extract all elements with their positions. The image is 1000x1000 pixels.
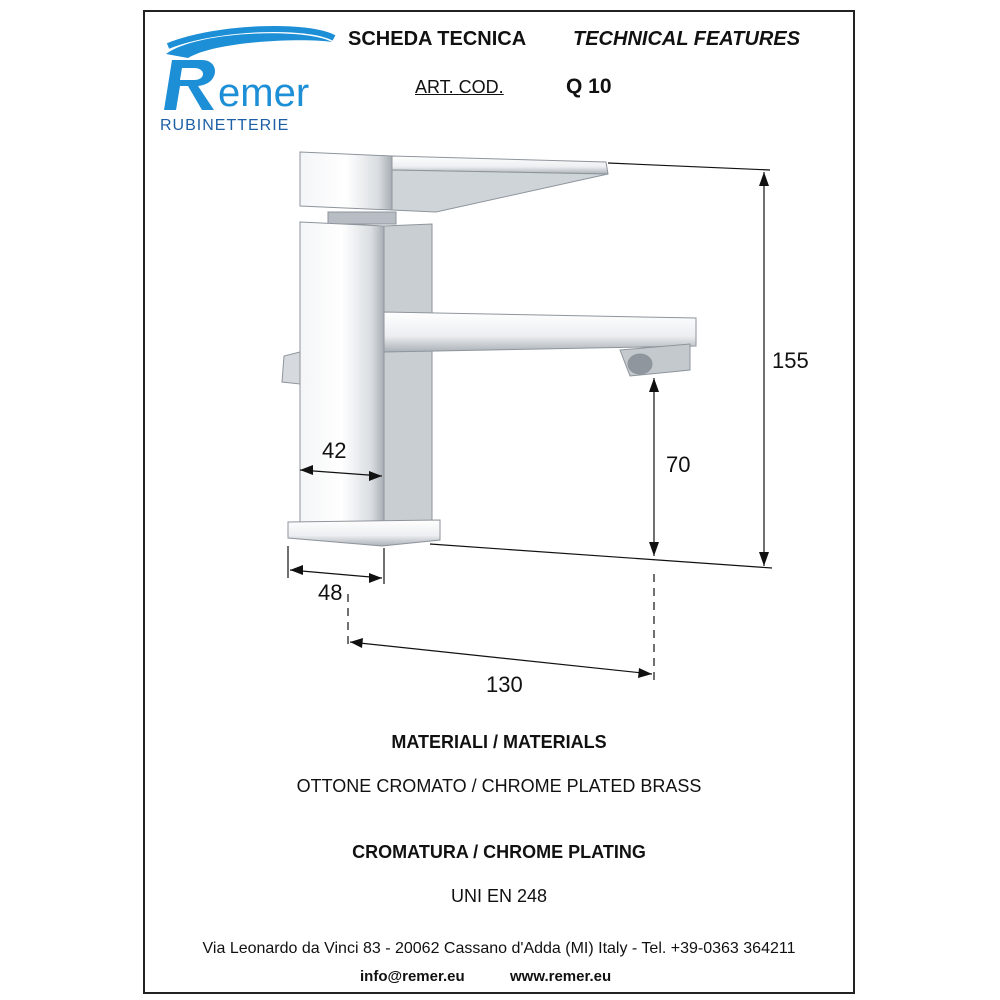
brand-subtitle: RUBINETTERIE (160, 117, 290, 134)
footer-email[interactable]: info@remer.eu (360, 968, 465, 985)
plating-title: CROMATURA / CHROME PLATING (352, 842, 646, 862)
plating-value: UNI EN 248 (450, 886, 548, 906)
dimension-42-label: 42 (322, 438, 347, 463)
dimension-70-label: 70 (666, 452, 691, 477)
dimension-155-label: 155 (772, 348, 809, 373)
art-code-value: Q 10 (566, 75, 612, 98)
art-code-label: ART. COD. (415, 77, 504, 97)
title-english: TECHNICAL FEATURES (573, 28, 801, 50)
materials-title: MATERIALI / MATERIALS (391, 732, 607, 752)
dimension-48-label: 48 (318, 580, 343, 605)
footer-address: Via Leonardo da Vinci 83 - 20062 Cassano d'Adda (MI) Italy - Tel. +39-0363 364211 (202, 940, 796, 957)
materials-value: OTTONE CROMATO / CHROME PLATED BRASS (296, 776, 702, 796)
footer-website[interactable]: www.remer.eu (510, 968, 612, 985)
svg-text:emer: emer (218, 71, 310, 115)
faucet-image (282, 152, 696, 546)
dimension-130-label: 130 (486, 672, 523, 697)
title-italian: SCHEDA TECNICA (348, 28, 527, 50)
